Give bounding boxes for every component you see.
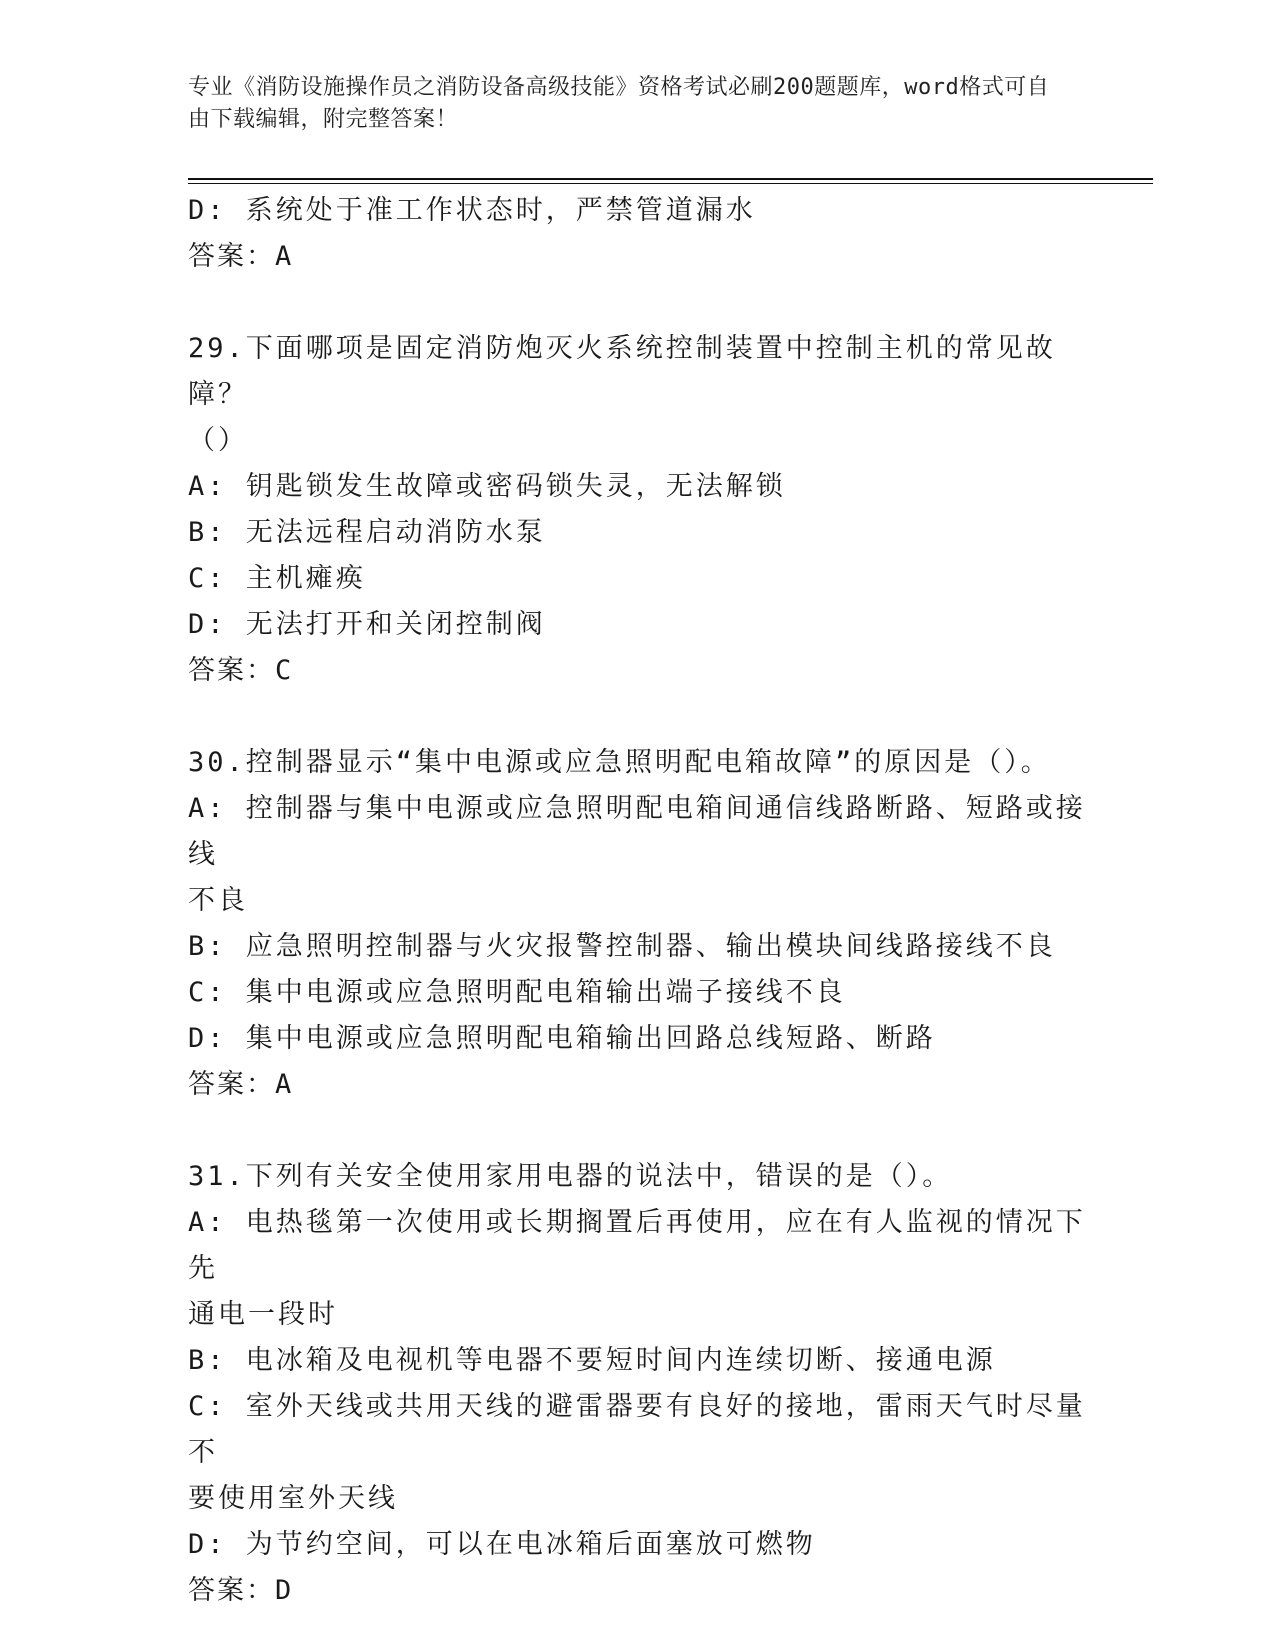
- option-line: D: 为节约空间，可以在电冰箱后面塞放可燃物: [188, 1529, 816, 1560]
- option-line: C: 主机瘫痪: [188, 563, 366, 594]
- option-line: A: 钥匙锁发生故障或密码锁失灵，无法解锁: [188, 471, 786, 502]
- question-stem: 31.下列有关安全使用家用电器的说法中，错误的是（）。: [188, 1161, 953, 1192]
- spacer: [188, 1108, 1088, 1154]
- answer-label: 答案：: [188, 1069, 275, 1100]
- question-block: [188, 1154, 1088, 1614]
- option-line: B: 电冰箱及电视机等电器不要短时间内连续切断、接通电源: [188, 1345, 996, 1376]
- header-divider-thick: [188, 178, 1153, 180]
- answer-label: 答案：: [188, 1575, 275, 1606]
- answer-label: 答案：: [188, 655, 275, 686]
- question-stem-continuation: （）: [188, 425, 248, 456]
- spacer: [188, 280, 1088, 326]
- question-block: [188, 740, 1088, 1108]
- answer-label: 答案：: [188, 241, 275, 272]
- answer-line: [188, 234, 1088, 280]
- option-line: C: 室外天线或共用天线的避雷器要有良好的接地，雷雨天气时尽量不: [188, 1391, 1086, 1468]
- option-line-continuation: 要使用室外天线: [188, 1483, 398, 1514]
- option-line: B: 应急照明控制器与火灾报警控制器、输出模块间线路接线不良: [188, 931, 1056, 962]
- answer-line: [188, 1568, 1088, 1614]
- option-line: D: 无法打开和关闭控制阀: [188, 609, 546, 640]
- option-line-continuation: 不良: [188, 885, 248, 916]
- option-line: B: 无法远程启动消防水泵: [188, 517, 546, 548]
- spacer: [188, 694, 1088, 740]
- option-line: C: 集中电源或应急照明配电箱输出端子接线不良: [188, 977, 846, 1008]
- option-line: A: 电热毯第一次使用或长期搁置后再使用，应在有人监视的情况下先: [188, 1207, 1086, 1284]
- answer-value: A: [275, 241, 294, 272]
- question-content: [188, 188, 1088, 1614]
- answer-line: [188, 1062, 1088, 1108]
- option-line: D: 集中电源或应急照明配电箱输出回路总线短路、断路: [188, 1023, 936, 1054]
- option-line-continuation: 通电一段时: [188, 1299, 338, 1330]
- question-block: [188, 326, 1088, 694]
- answer-line: [188, 648, 1088, 694]
- header-divider-thin: [188, 183, 1153, 184]
- document-header: 专业《消防设施操作员之消防设备高级技能》资格考试必刷200题题库，word格式可自由下载编辑，附完整答案！: [188, 75, 1050, 132]
- question-stem: 29.下面哪项是固定消防炮灭火系统控制装置中控制主机的常见故障？: [188, 333, 1056, 410]
- option-line: D: 系统处于准工作状态时，严禁管道漏水: [188, 195, 756, 226]
- answer-value: D: [275, 1575, 294, 1606]
- question-stem: 30.控制器显示“集中电源或应急照明配电箱故障”的原因是（）。: [188, 747, 1051, 778]
- answer-value: A: [275, 1069, 294, 1100]
- option-line: A: 控制器与集中电源或应急照明配电箱间通信线路断路、短路或接线: [188, 793, 1086, 870]
- answer-value: C: [275, 655, 294, 686]
